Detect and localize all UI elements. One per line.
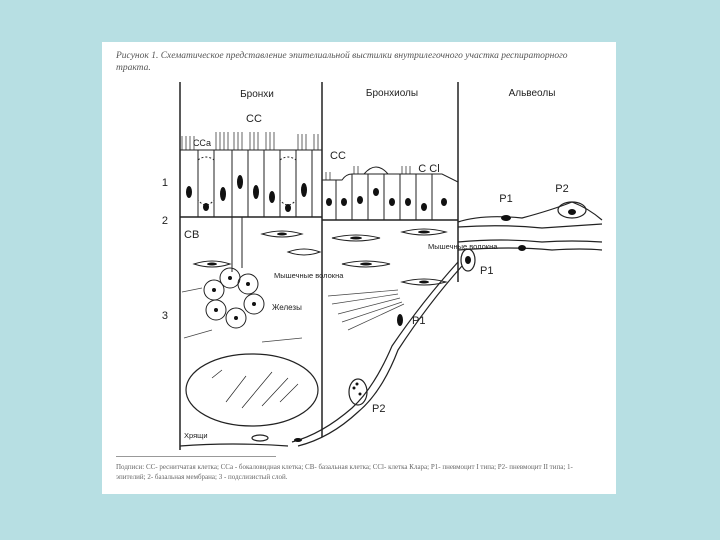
label-glands: Железы bbox=[272, 303, 302, 312]
connective-tissue bbox=[182, 288, 404, 342]
label-muscle-left: Мышечные волокна bbox=[274, 271, 344, 280]
label-p2-alveoli: P2 bbox=[555, 183, 569, 195]
bronchiolar-nuclei bbox=[326, 188, 447, 211]
layer-2-label: 2 bbox=[161, 215, 168, 227]
layer-3-label: 3 bbox=[161, 310, 168, 322]
label-cartilage: Хрящи bbox=[184, 431, 208, 440]
label-p2-low: P2 bbox=[372, 403, 386, 415]
figure-caption: Рисунок 1. Схематическое представление эпителиальной выстилки внутрилегочного участка респираторного тракта. bbox=[116, 51, 568, 73]
label-cc-bronchiole: СС bbox=[330, 150, 346, 162]
airway-diagram bbox=[102, 42, 616, 494]
label-p1-alveoli: P1 bbox=[499, 193, 513, 205]
label-ccl: С Cl bbox=[418, 163, 440, 175]
gland bbox=[204, 217, 264, 328]
region-alveoli: Альвеолы bbox=[508, 88, 556, 99]
label-cca: ССа bbox=[192, 138, 212, 148]
caption-divider bbox=[116, 456, 276, 457]
label-p1-low: P1 bbox=[412, 315, 426, 327]
bronchial-nuclei bbox=[186, 175, 307, 212]
label-muscle-right: Мышечные волокна bbox=[428, 242, 498, 251]
layer-1-label: 1 bbox=[161, 177, 168, 189]
region-bronchioles: Бронхиолы bbox=[365, 88, 419, 99]
label-p1-mid: P1 bbox=[480, 265, 494, 277]
label-cc-bronchi: СС bbox=[246, 113, 262, 125]
region-bronchi: Бронхи bbox=[240, 89, 274, 100]
figure-legend: Подписи: СС- реснитчатая клетка; ССа - бокаловидная клетка; СВ- базальная клетка; CCl- клетка Клара; Р1- пневмоцит I типа; Р2- пневмоцит II типа; 1- эпителий; 2- базальная мембрана; 3 - подслизистый слой. bbox=[116, 463, 573, 481]
figure-sheet bbox=[102, 42, 616, 494]
label-cb: СВ bbox=[184, 229, 200, 241]
bronchial-epithelium bbox=[180, 150, 322, 217]
alveolar-nuclei bbox=[501, 209, 576, 251]
